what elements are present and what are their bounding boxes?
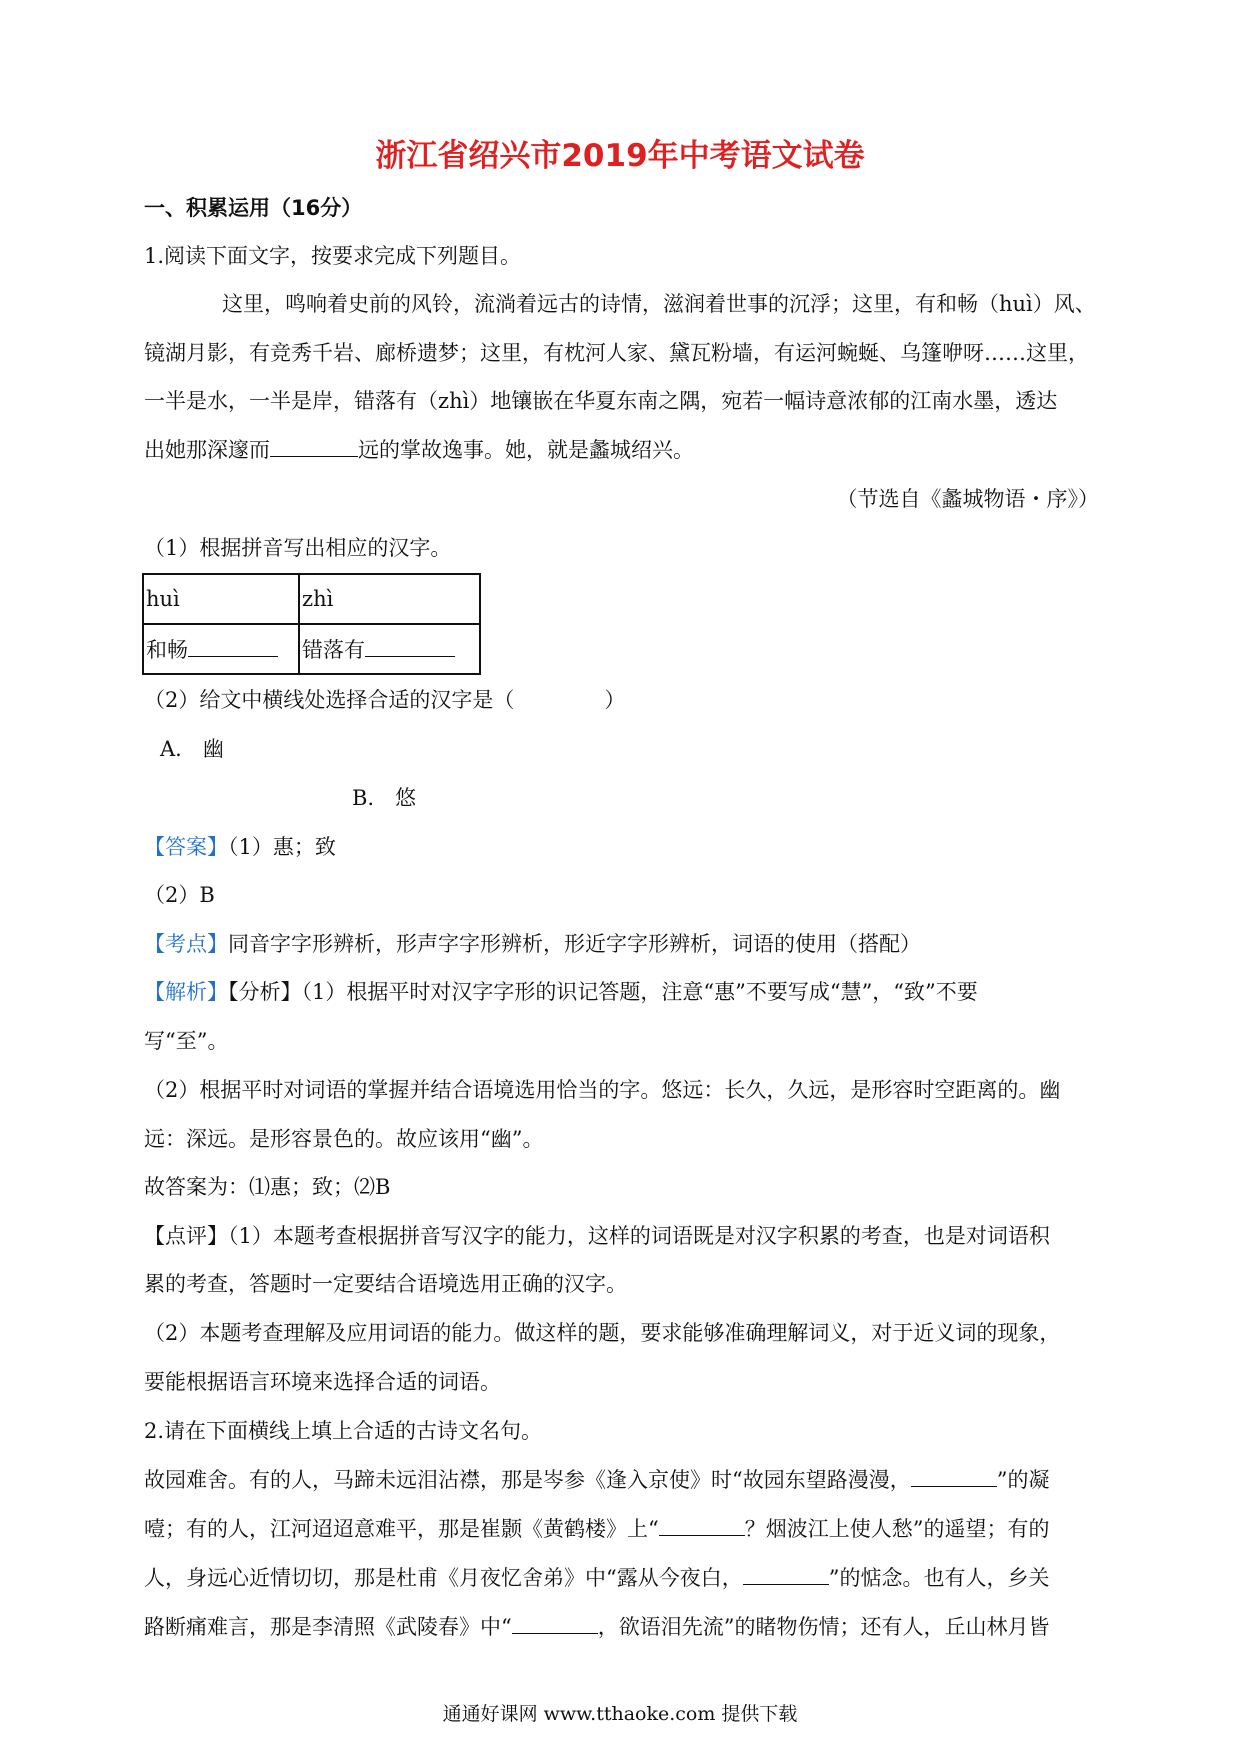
q2-text: ”的凝 (996, 1468, 1050, 1492)
passage-text: 远的掌故逸事。她，就是蠡城绍兴。 (358, 438, 694, 462)
section-heading: 一、积累运用（16分） (144, 196, 363, 220)
answer-line-2: （2）B (144, 883, 215, 907)
jiexi-line-4: 远：深远。是形容景色的。故应该用“幽”。 (144, 1127, 544, 1151)
sub-question-2 (144, 685, 1099, 715)
kaodian-line (144, 929, 1099, 959)
fill-blank[interactable] (270, 438, 358, 457)
table-header-hui: huì (143, 574, 299, 624)
q2-text: 路断痛难言，那是李清照《武陵春》中“ (144, 1615, 512, 1639)
passage-line-1: 这里，鸣响着史前的风铃，流淌着远古的诗情，滋润着世事的沉浮；这里，有和畅（huì）风、 (222, 292, 1096, 316)
table-header-zhi: zhì (299, 574, 480, 624)
q2-text: 噎；有的人，江河迢迢意难平，那是崔颢《黄鹤楼》上“ (144, 1517, 659, 1541)
jiexi-line-3: （2）根据平时对词语的掌握并结合语境选用恰当的字。悠远：长久，久远，是形容时空距离的。幽 (144, 1078, 1061, 1102)
cell-label: 错落有 (302, 638, 365, 662)
jiexi-line-1 (144, 977, 1099, 1007)
question-2-stem: 2.请在下面横线上填上合适的古诗文名句。 (144, 1419, 543, 1443)
cell-label: 和畅 (146, 638, 188, 662)
page-footer: 通通好课网 www.tthaoke.com 提供下载 (442, 1703, 798, 1725)
jiexi-text: 【分析】（1）根据平时对汉字字形的识记答题，注意“惠”不要写成“慧”，“致”不要 (228, 980, 978, 1004)
paren-close: ） (604, 688, 626, 712)
q2-text: ？烟波江上使人愁”的遥望；有的 (744, 1517, 1050, 1541)
dianping-line-1: 【点评】（1）本题考查根据拼音写汉字的能力，这样的词语既是对汉字积累的考查，也是对词语积 (144, 1224, 1050, 1248)
q2-line-4 (144, 1612, 1099, 1642)
q2-line-2 (144, 1514, 1099, 1544)
sub-question-2-text: （2）给文中横线处选择合适的汉字是（ (144, 688, 515, 712)
fill-blank[interactable] (911, 1468, 997, 1487)
answer-text: （1）惠；致 (228, 835, 336, 859)
passage-line-2: 镜湖月影，有竞秀千岩、廊桥遗梦；这里，有枕河人家、黛瓦粉墙，有运河蜿蜒、乌篷咿呀……这里， (144, 341, 1089, 365)
pinyin-table (142, 573, 481, 675)
passage-line-4 (144, 435, 1099, 465)
q2-line-3 (144, 1563, 1099, 1593)
dianping-line-4: 要能根据语言环境来选择合适的词语。 (144, 1370, 501, 1394)
jiexi-line-2: 写“至”。 (144, 1029, 229, 1053)
q2-text: ”的惦念。也有人，乡关 (828, 1566, 1050, 1590)
dianping-line-2: 累的考查，答题时一定要结合语境选用正确的汉字。 (144, 1272, 627, 1296)
kaodian-tag: 【考点】 (144, 932, 228, 956)
passage-text: 出她那深邃而 (144, 438, 270, 462)
sub-question-1: （1）根据拼音写出相应的汉字。 (144, 536, 452, 560)
fill-blank[interactable] (365, 638, 455, 657)
passage-line-3: 一半是水，一半是岸，错落有（zhì）地镶嵌在华夏东南之隅，宛若一幅诗意浓郁的江南水墨，透达 (144, 389, 1058, 413)
q2-text: ，欲语泪先流”的睹物伤情；还有人，丘山林月皆 (597, 1615, 1050, 1639)
jiexi-tag: 【解析】 (144, 980, 228, 1004)
jiexi-line-5: 故答案为：⑴惠；致；⑵B (144, 1175, 391, 1199)
fill-blank[interactable] (188, 638, 278, 657)
fill-blank[interactable] (659, 1517, 745, 1536)
option-b[interactable]: B. 悠 (352, 786, 417, 810)
q2-text: 故园难舍。有的人，马蹄未远泪沾襟，那是岑参《逢入京使》时“故园东望路漫漫， (144, 1468, 911, 1492)
answer-tag: 【答案】 (144, 835, 228, 859)
kaodian-text: 同音字字形辨析，形声字字形辨析，形近字字形辨析，词语的使用（搭配） (228, 932, 921, 956)
fill-blank[interactable] (743, 1566, 829, 1585)
q2-text: 人，身远心近情切切，那是杜甫《月夜忆舍弟》中“露从今夜白， (144, 1566, 743, 1590)
dianping-line-3: （2）本题考查理解及应用词语的能力。做这样的题，要求能够准确理解词义，对于近义词的现象， (144, 1321, 1061, 1345)
table-cell-hechang (143, 624, 299, 674)
q2-line-1 (144, 1465, 1099, 1495)
question-1-stem: 1.阅读下面文字，按要求完成下列题目。 (144, 244, 522, 268)
table-cell-cuoluoyou (299, 624, 480, 674)
answer-line (144, 832, 1099, 862)
page-title: 浙江省绍兴市2019年中考语文试卷 (375, 138, 865, 174)
option-a[interactable]: A. 幽 (160, 737, 224, 761)
passage-source: （节选自《蠡城物语・序》） (836, 487, 1099, 511)
fill-blank[interactable] (512, 1615, 598, 1634)
